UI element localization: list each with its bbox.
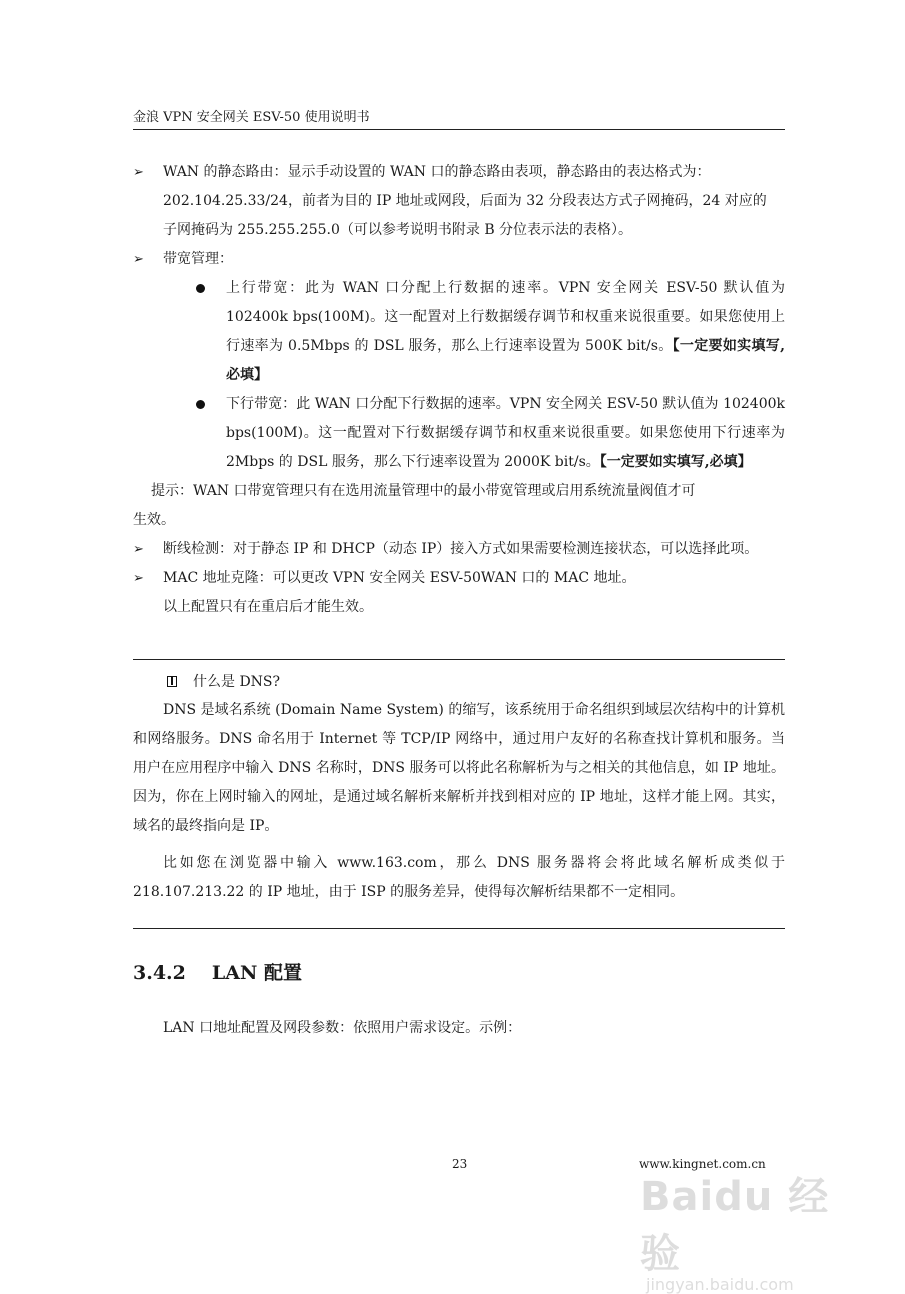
hint-line-2: 生效。 <box>133 512 175 528</box>
page-header <box>133 106 785 130</box>
dns-box-body <box>133 696 785 907</box>
static-route-line-3: 子网掩码为 255.255.255.0（可以参考说明书附录 B 分位表示法的表格）。 <box>163 222 633 238</box>
list-item-mac-clone <box>133 564 785 593</box>
downstream-emphasis: 【一定要如实填写,必填】 <box>599 454 752 470</box>
dns-info-box <box>133 659 785 929</box>
watermark-brand: Baidu 经验 <box>640 1174 830 1277</box>
list-item-downstream <box>193 390 785 477</box>
footer-url: www.kingnet.com.cn <box>639 1157 766 1171</box>
bandwidth-heading: 带宽管理： <box>163 251 233 267</box>
static-route-line-1: WAN 的静态路由：显示手动设置的 WAN 口的静态路由表项，静态路由的表达格式为： <box>163 164 711 180</box>
section-heading <box>133 958 302 985</box>
book-icon <box>167 676 177 687</box>
list-item-bandwidth <box>133 245 785 274</box>
lan-intro: LAN 口地址配置及网段参数：依照用户需求设定。示例： <box>163 1020 522 1036</box>
dns-box-title <box>167 668 280 697</box>
section-number: 3.4.2 <box>133 962 186 984</box>
dot-bullet-icon <box>196 284 205 293</box>
mac-clone-text: MAC 地址克隆：可以更改 VPN 安全网关 ESV-50WAN 口的 MAC 地址。 <box>163 570 636 586</box>
disconnect-detection-text: 断线检测：对于静态 IP 和 DHCP（动态 IP）接入方式如果需要检测连接状态，可以选择此项。 <box>163 541 759 557</box>
main-content <box>133 158 785 622</box>
arrow-bullet-icon: ➢ <box>133 252 144 267</box>
hint-line-1: 提示：WAN 口带宽管理只有在选用流量管理中的最小带宽管理或启用系统流量阀值才可 <box>151 483 696 499</box>
static-route-line-2: 202.104.25.33/24，前者为目的 IP 地址或网段，后面为 32 分段表达方式子网掩码，24 对应的 <box>163 193 767 209</box>
arrow-bullet-icon: ➢ <box>133 571 144 586</box>
section-title: LAN 配置 <box>211 962 302 984</box>
list-item-static-route <box>133 158 785 245</box>
dot-bullet-icon <box>196 400 205 409</box>
document-title: 金浪 VPN 安全网关 ESV-50 使用说明书 <box>133 110 370 125</box>
arrow-bullet-icon: ➢ <box>133 165 144 180</box>
dns-box-title-text: 什么是 DNS? <box>193 674 281 690</box>
upstream-emphasis: 【一定要如实填写,必填】 <box>226 338 786 383</box>
bandwidth-list <box>133 274 785 477</box>
downstream-text: 下行带宽：此 WAN 口分配下行数据的速率。VPN 安全网关 ESV-50 默认值为 102400k bps(100M)。这一配置对下行数据缓存调节和权重来说很重要。如果您使用下行速率为 2Mbps 的 DSL 服务，那么下行速率设置为 2000K bit/s。 <box>226 396 785 470</box>
arrow-bullet-icon: ➢ <box>133 542 144 557</box>
dns-paragraph-2: 比如您在浏览器中输入 www.163.com，那么 DNS 服务器将会将此域名解析成类似于 218.107.213.22 的 IP 地址，由于 ISP 的服务差异，使得每次解析结果都不一定相同。 <box>133 855 785 900</box>
page-number: 23 <box>452 1157 468 1171</box>
restart-note: 以上配置只有在重启后才能生效。 <box>163 599 373 615</box>
list-item-disconnect-detection <box>133 535 785 564</box>
dns-paragraph-1: DNS 是域名系统 (Domain Name System) 的缩写，该系统用于命名组织到域层次结构中的计算机和网络服务。DNS 命名用于 Internet 等 TCP/IP 网络中，通过用户友好的名称查找计算机和服务。当用户在应用程序中输入 DNS 名称时，DNS 服务可以将此名称解析为与之相关的其他信息，如 IP 地址。因为，你在上网时输入的网址，是通过域名解析来解析并找到相对应的 IP 地址，这样才能上网。其实，域名的最终指向是 IP。 <box>133 702 785 834</box>
baidu-watermark <box>640 1165 860 1294</box>
list-item-upstream <box>193 274 785 390</box>
upstream-text: 上行带宽：此为 WAN 口分配上行数据的速率。VPN 安全网关 ESV-50 默认值为 102400k bps(100M)。这一配置对上行数据缓存调节和权重来说很重要。如果您使用上行速率为 0.5Mbps 的 DSL 服务，那么上行速率设置为 500K bit/s。 <box>226 280 785 354</box>
watermark-url: jingyan.baidu.com <box>646 1275 794 1294</box>
